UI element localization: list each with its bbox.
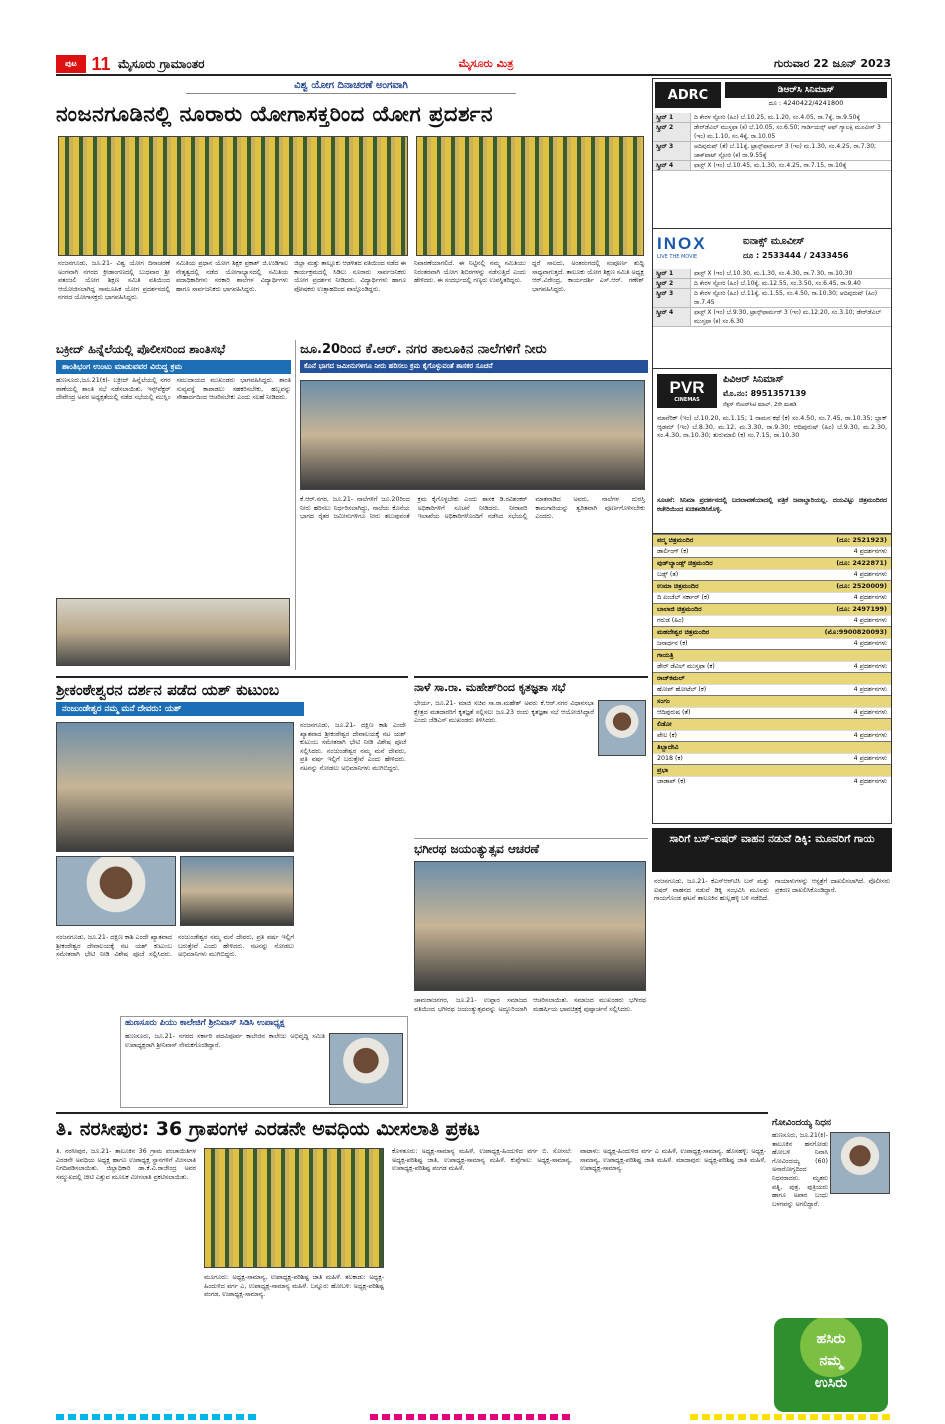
lead-kicker: ವಿಶ್ವ ಯೋಗ ದಿನಾಚರಣೆ ಅಂಗವಾಗಿ: [186, 78, 516, 94]
pvr-title: ಪಿವಿಆರ್ ಸಿನಿಮಾಸ್: [723, 374, 784, 385]
lead-col4: ನಿವಾರಣೆಯಾಗಲಿದೆ. ಈ ನಿಟ್ಟಿನಲ್ಲಿ ನಮ್ಮ ಸಮಿತಿಯು ನಿರಂತರವಾಗಿ ಯೋಗ ಶಿಬಿರಗಳನ್ನು ನಡೆಸುತ್ತಿದೆ ಎಂದು ಹೇಳಿದರು. ಈ ಸಂದರ್ಭದಲ್ಲಿ ಗಣ್ಯರು ಉಪಸ್ಥಿತರಿದ್ದರು.: [414, 260, 526, 285]
water-meeting-photo: [300, 380, 645, 490]
theater-movie-row: [653, 753, 891, 764]
theater-phone: (ದೂ: 2422871): [836, 559, 887, 567]
inox-screen-row: [653, 289, 891, 308]
inox-screen-number: ಸ್ಕ್ರೀನ್ 4: [653, 308, 691, 326]
obituary-photo: [830, 1132, 890, 1194]
yash-photo-main: [56, 722, 294, 852]
theater-name-row: [653, 603, 891, 615]
adrc-screen-row: [653, 161, 891, 171]
lead-col5: ದ್ದರೆ ಸಾಲದು, ಅಂತರಂಗದಲ್ಲಿ ಸಂಪೂರ್ಣ ಶುದ್ಧಿ ಸಾಧ್ಯವಾಗುತ್ತದೆ. ತಾಲೂಕು ಯೋಗ ಶಿಕ್ಷಣ ಸಮಿತಿ ಅಧ್ಯಕ್ಷ ಆರ್.ವಿರೇಂದ್ರ, ಕಾರ್ಯದರ್ಶಿ ಎಸ್.ಆರ್. ಗಣೇಶ್ ಭಾಗವಹಿಸಿದ್ದರು.: [532, 260, 644, 293]
bhagiratha-body: ಚಾಮರಾಜನಗರ, ಜೂ.21- ಉಪ್ಪಾರ ಸಮಾಜದ ವತಿಯಿಂದ ಭಗೀರಥ ಜಯಂತ್ಯುತ್ಸವವನ್ನು ಅದ್ದೂರಿಯಾಗಿ ಆಚರಿಸಲಾಯಿತು. ಸಮಾಜದ ಮುಖಂಡರು ಭಗೀರಥ ಮಹರ್ಷಿಯ ಭಾವಚಿತ್ರಕ್ಕೆ ಪುಷ್ಪಾರ್ಚನೆ ಸಲ್ಲಿಸಿದರು.: [414, 997, 646, 1013]
theater-name-row: [653, 649, 891, 661]
theater-movie-row: [653, 661, 891, 672]
inox-logo-text: INOX: [657, 234, 707, 253]
theater-show-count: 4 ಪ್ರದರ್ಶನಗಳು: [853, 617, 887, 624]
theater-movie-title: 2018 (ಕ): [657, 755, 683, 762]
adrc-screen-showtimes: ಡೇರ್‌ಡೆವಿಲ್ ಮುಸ್ತಫಾ (ಕ) ಬೆ.10.05, ಸಂ.6.50; ಗಾರ್ಡಿಯನ್ಸ್ ಆಫ್ ಗ್ಯಾಲಕ್ಸಿ ಮೂವೀಸ್ 3 (ಇಂ) ಮ.1.10, ಸಂ.4ಕ್ಕೆ, ರಾ.10.05: [694, 124, 881, 140]
felicitation-headline: ನಾಳೆ ಸಾ.ರಾ. ಮಹೇಶ್‌ರಿಂದ ಕೃತಜ್ಞತಾ ಸಭೆ: [414, 681, 566, 694]
felicitation-photo: [598, 700, 646, 756]
theater-show-count: 4 ಪ್ರದರ್ಶನಗಳು: [853, 594, 887, 601]
pvr-tagline: CINEMAS: [674, 397, 700, 403]
theater-show-count: 4 ಪ್ರದರ್ಶನಗಳು: [853, 548, 887, 555]
pvr-listing: ಮಾವೆರಿಕ್ (ಇಂ) ಬೆ.10.20, ಮ.1.15; 1 ರಾಮನ ಕಥೆ (ಕ) ಸಂ.4.50, ಸಂ.7.45, ರಾ.10.35; ಬ್ಲಾಕ್ ಆ್ಯಡಮ್ (ಇಂ) ಬೆ.8.30, ಮ.12, ಮ.3.30, ರಾ.9.30; ಆದಿಪುರುಷ್ (ಹಿಂ) ಬೆ.9.30, ಮ.2.30, ಸಂ.4.30, ರಾ.10.30; ತುರುಮಾಲಿ (ಕ) ಸಂ.7.15, ರಾ.10.30: [657, 415, 887, 440]
adrc-block: [653, 79, 891, 229]
theater-show-count: 4 ಪ್ರದರ್ಶನಗಳು: [853, 709, 887, 716]
theater-movie-title: ಡಾರ್ಲಿಂಗ್ (ಕ): [657, 548, 689, 555]
college-body: ಹುಣಸೂರು, ಜೂ.21- ನಗರದ ಸರ್ಕಾರಿ ಪದವಿಪೂರ್ವ ಕಾಲೇಜಿನ ಕಾಲೇಜು ಅಭಿವೃದ್ಧಿ ಸಮಿತಿ ಉಪಾಧ್ಯಕ್ಷರಾಗಿ ಶ್ರೀನಿವಾಸ್ ನೇಮಕಗೊಂಡಿದ್ದಾರೆ.: [125, 1033, 325, 1049]
felicitation-body: ಭೇರ್ಯ, ಜೂ.21- ಮಾಜಿ ಸಚಿವ ಸಾ.ರಾ.ಮಹೇಶ್ ಅವರು ಕೆ.ಆರ್.ನಗರ ವಿಧಾನಸಭಾ ಕ್ಷೇತ್ರದ ಮತದಾರರಿಗೆ ಕೃತಜ್ಞತೆ ಸಲ್ಲಿಸಲು ಜೂ.23 ರಂದು ಕೃತಜ್ಞತಾ ಸಭೆ ಆಯೋಜಿಸಿದ್ದಾರೆ ಎಂದು ಜೆಡಿಎಸ್ ಮುಖಂಡರು ತಿಳಿಸಿದರು.: [414, 700, 594, 725]
theater-show-count: 4 ಪ್ರದರ್ಶನಗಳು: [853, 755, 887, 762]
theater-name: ಗಾಯತ್ರಿ: [657, 651, 674, 659]
inox-logo: [657, 234, 737, 264]
water-subhead: ಕೊನೆ ಭಾಗದ ಜಮೀನುಗಳಿಗೂ ನೀರು ಹರಿಸಲು ಕ್ರಮ ಕೈಗೊಳ್ಳುವಂತೆ ಶಾಸಕರ ಸೂಚನೆ: [300, 360, 648, 373]
theater-list: [653, 534, 891, 787]
theater-phone: (ಮೊ:9900820093): [824, 628, 887, 636]
felicitation-story: [414, 676, 648, 834]
theater-name-row: [653, 626, 891, 638]
inox-screen-showtimes: ದಿ ಕೇರಳ ಸ್ಟೋರಿ (ಹಿಂ) ಬೆ.10ಕ್ಕೆ, ಮ.12.55, ಸಂ.3.50, ಸಂ.6.45, ರಾ.9.40: [694, 280, 861, 287]
theater-name: ಸಂಗಂ: [657, 697, 670, 705]
theater-movie-title: ಪೇಲ (ಕ): [657, 732, 677, 739]
theater-name: ಮಹದೇಶ್ವರ ಚಿತ್ರಮಂದಿರ: [657, 628, 710, 636]
green-badge-line1: ಹಸಿರು: [816, 1331, 846, 1347]
bhagiratha-photo: [414, 861, 646, 991]
pvr-logo-text: PVR: [669, 378, 705, 397]
pvr-phone: ಮೊ.ನಂ: 8951357139: [723, 389, 807, 398]
pvr-address: ನೆಕ್ಸಸ್ ಸೆಂಟರ್‌ಸಿಟಿ ಮಾಲ್, 2ನೇ ಮಹಡಿ: [723, 402, 797, 408]
page-number: 11: [91, 54, 111, 74]
reservation-col2: ಮೂಗೂರು: ಅಧ್ಯಕ್ಷ-ಸಾಮಾನ್ಯ, ಉಪಾಧ್ಯಕ್ಷ-ಪರಿಶಿಷ್ಟ ಜಾತಿ ಮಹಿಳೆ. ತಲಕಾಡು: ಅಧ್ಯಕ್ಷ-ಹಿಂದುಳಿದ ವರ್ಗ ಎ, ಉಪಾಧ್ಯಕ್ಷ-ಸಾಮಾನ್ಯ ಮಹಿಳೆ. ಬನ್ನೂರು ಹೋಬಳಿ: ಅಧ್ಯಕ್ಷ-ಪರಿಶಿಷ್ಟ ಪಂಗಡ, ಉಪಾಧ್ಯಕ್ಷ-ಸಾಮಾನ್ಯ.: [204, 1274, 384, 1299]
theater-name: ಉಮಾ ಚಿತ್ರಮಂದಿರ: [657, 582, 699, 590]
theater-phone: (ದೂ: 2520009): [836, 582, 887, 590]
theater-name: ವುಡ್‌ಲ್ಯಾಂಡ್ಸ್ ಚಿತ್ರಮಂದಿರ: [657, 559, 713, 567]
reservation-col4: ವಾಟಾಳು: ಅಧ್ಯಕ್ಷ-ಹಿಂದುಳಿದ ವರ್ಗ ಎ ಮಹಿಳೆ, ಉಪಾಧ್ಯಕ್ಷ-ಸಾಮಾನ್ಯ. ಹೊಸಹಳ್ಳಿ: ಅಧ್ಯಕ್ಷ-ಸಾಮಾನ್ಯ, ಉಪಾಧ್ಯಕ್ಷ-ಪರಿಶಿಷ್ಟ ಜಾತಿ ಮಹಿಳೆ. ಮಾದಾಪುರ: ಅಧ್ಯಕ್ಷ-ಪರಿಶಿಷ್ಟ ಜಾತಿ ಮಹಿಳೆ, ಉಪಾಧ್ಯಕ್ಷ-ಸಾಮಾನ್ಯ.: [580, 1148, 766, 1173]
accident-headline: ಸಾರಿಗೆ ಬಸ್-ಐಷರ್ ವಾಹನ ನಡುವೆ ಡಿಕ್ಕಿ: ಮೂವರಿಗೆ ಗಾಯ: [652, 828, 892, 872]
inox-screen-showtimes: ಫಾಸ್ಟ್ X (ಇಂ) ಬೆ.10.30, ಮ.1.30, ಸಂ.4.30, ರಾ.7.30, ರಾ.10.30: [694, 270, 853, 277]
reservation-col1: ತಿ. ನರಸೀಪುರ, ಜೂ.21- ತಾಲೂಕಿನ 36 ಗ್ರಾಮ ಪಂಚಾಯಿತಿಗಳ ಎರಡನೇ ಅವಧಿಯ ಅಧ್ಯಕ್ಷ ಹಾಗೂ ಉಪಾಧ್ಯಕ್ಷ ಸ್ಥಾನಗಳಿಗೆ ಮೀಸಲಾತಿ ನಿಗದಿಪಡಿಸಲಾಯಿತು. ಜಿಲ್ಲಾಧಿಕಾರಿ ಡಾ.ಕೆ.ವಿ.ರಾಜೇಂದ್ರ ಅವರ ಸಮ್ಮುಖದಲ್ಲಿ ಚೀಟಿ ಎತ್ತುವ ಮೂಲಕ ಮೀಸಲಾತಿ ಪ್ರಕಟಿಸಲಾಯಿತು.: [56, 1148, 196, 1181]
theater-name: ಲಿಡೋ: [657, 720, 672, 728]
adrc-screen-row: [653, 113, 891, 123]
yash-photo-inset2: [180, 856, 294, 926]
adrc-screen-number: ಸ್ಕ್ರೀನ್ 2: [653, 123, 691, 141]
inox-screen-number: ಸ್ಕ್ರೀನ್ 2: [653, 279, 691, 288]
color-bar-yellow: [690, 1414, 890, 1420]
yash-photo-inset: [56, 856, 176, 926]
theater-name: ರಾಜ್‌ಕಮಲ್: [657, 674, 685, 682]
adrc-screen-row: [653, 142, 891, 161]
inox-screen-list: [653, 269, 891, 327]
lead-col1: ನಂಜನಗೂಡು, ಜೂ.21- ವಿಶ್ವ ಯೋಗ ದಿನಾಚರಣೆ ಅಂಗವಾಗಿ ನಗರದ ಕ್ರೀಡಾಂಗಣದಲ್ಲಿ ಬುಧವಾರ ಶ್ರೀ ಪತಂಜಲಿ ಯೋಗ ಶಿಕ್ಷಣ ಸಮಿತಿ ವತಿಯಿಂದ ಆಯೋಜಿಸಲಾಗಿದ್ದ ಸಾಮೂಹಿಕ ಯೋಗ ಪ್ರದರ್ಶನದಲ್ಲಿ ನಗರದ ಯೋಗಾಸಕ್ತರು ಭಾಗವಹಿಸಿದ್ದರು.: [58, 260, 170, 302]
bhagiratha-headline: ಭಗೀರಥ ಜಯಂತ್ಯುತ್ಸವ ಆಚರಣೆ: [414, 842, 540, 856]
theater-phone: (ದೂ: 2497199): [836, 605, 887, 613]
reservation-story: [56, 1112, 768, 1412]
adrc-phone: ದೂ : 4240422/4241800: [768, 99, 844, 107]
theater-movie-row: [653, 638, 891, 649]
inox-screen-row: [653, 308, 891, 327]
lead-col3: ಜಿಲ್ಲಾ ಮತ್ತು ತಾಲ್ಲೂಕು ಆಡಳಿತದ ವತಿಯಿಂದ ನಡೆದ ಈ ಕಾರ್ಯಕ್ರಮದಲ್ಲಿ ಸಿಡಿಲು ನೂರಾರು ಸಾರ್ವಜನಿಕರು ಯೋಗ ಪ್ರದರ್ಶನ ನೀಡಿದರು. ವಿದ್ಯಾರ್ಥಿಗಳು ಹಾಗೂ ಪೋಷಕರು ಉತ್ಸಾಹದಿಂದ ಪಾಲ್ಗೊಂಡಿದ್ದರು.: [294, 260, 406, 293]
inox-screen-number: ಸ್ಕ್ರೀನ್ 3: [653, 289, 691, 307]
adrc-screen-list: [653, 113, 891, 171]
obituary-body: ಹುಣಸೂರು, ಜೂ.21(ಕಿ)- ತಾಲೂಕಿನ ಹನಗೋಡು ಹೋಬಳಿ ನಿವಾಸಿ ಗೋವಿಂದಯ್ಯ (60) ಅನಾರೋಗ್ಯದಿಂದ ನಿಧನರಾದರು. ಮೃತರು ಪತ್ನಿ, ಪುತ್ರ, ಪುತ್ರಿಯರು ಹಾಗೂ ಅಪಾರ ಬಂಧು ಬಳಗವನ್ನು ಅಗಲಿದ್ದಾರೆ.: [772, 1132, 828, 1208]
reservation-photo: [204, 1148, 384, 1268]
theater-movie-row: [653, 546, 891, 557]
yoga-photo-students: [416, 136, 644, 256]
lead-headline: ನಂಜನಗೂಡಿನಲ್ಲಿ ನೂರಾರು ಯೋಗಾಸಕ್ತರಿಂದ ಯೋಗ ಪ್ರದರ್ಶನ: [56, 102, 494, 126]
section-title: ಮೈಸೂರು ಗ್ರಾಮಾಂತರ: [118, 57, 205, 71]
reservation-col3: ಕೊಳತೂರು: ಅಧ್ಯಕ್ಷ-ಸಾಮಾನ್ಯ ಮಹಿಳೆ, ಉಪಾಧ್ಯಕ್ಷ-ಹಿಂದುಳಿದ ವರ್ಗ ಬಿ. ಸೋಸಲೆ: ಅಧ್ಯಕ್ಷ-ಪರಿಶಿಷ್ಟ ಜಾತಿ, ಉಪಾಧ್ಯಕ್ಷ-ಸಾಮಾನ್ಯ ಮಹಿಳೆ. ಕುಪ್ಪೆಗಾಲ: ಅಧ್ಯಕ್ಷ-ಸಾಮಾನ್ಯ, ಉಪಾಧ್ಯಕ್ಷ-ಪರಿಶಿಷ್ಟ ಪಂಗಡ ಮಹಿಳೆ.: [392, 1148, 572, 1173]
cinema-column: [652, 78, 892, 824]
theater-name-row: [653, 741, 891, 753]
water-body: ಕೆ.ಆರ್.ನಗರ, ಜೂ.21- ನಾಲೆಗಳಿಗೆ ಜೂ.20ರಿಂದ ನೀರು ಹರಿಸಲು ನಿರ್ಧರಿಸಲಾಗಿದ್ದು, ನಾಲೆಯ ಕೊನೆಯ ಭಾಗದ ರೈತರ ಜಮೀನುಗಳಿಗೂ ನೀರು ತಲುಪುವಂತೆ ಕ್ರಮ ಕೈಗೊಳ್ಳಬೇಕು ಎಂದು ಶಾಸಕ ಡಿ.ರವಿಶಂಕರ್ ಅಧಿಕಾರಿಗಳಿಗೆ ಸೂಚನೆ ನೀಡಿದರು. ನೀರಾವರಿ ಇಲಾಖೆಯ ಅಧಿಕಾರಿಗಳೊಂದಿಗೆ ನಡೆಸಿದ ಸಭೆಯಲ್ಲಿ ಮಾತನಾಡಿದ ಅವರು, ನಾಲೆಗಳ ದುರಸ್ತಿ ಕಾಮಗಾರಿಯನ್ನು ತ್ವರಿತವಾಗಿ ಪೂರ್ಣಗೊಳಿಸಬೇಕು ಎಂದರು.: [300, 496, 645, 521]
inox-screen-row: [653, 279, 891, 289]
bakrid-story: [56, 340, 296, 670]
theater-movie-row: [653, 615, 891, 626]
obituary: [772, 1116, 892, 1316]
issue-date: ಗುರುವಾರ 22 ಜೂನ್ 2023: [773, 57, 891, 70]
green-badge-line3: ಉಸಿರು: [814, 1375, 848, 1391]
inox-tagline: LIVE THE MOVIE: [657, 254, 698, 260]
theater-name-row: [653, 718, 891, 730]
theater-movie-row: [653, 684, 891, 695]
color-bar-magenta: [370, 1414, 570, 1420]
theater-movie-title: ಗರುಡ (ಹಿಂ): [657, 617, 684, 624]
theater-name: ಪದ್ಮ ಚಿತ್ರಮಂದಿರ: [657, 536, 694, 544]
adrc-screen-number: ಸ್ಕ್ರೀನ್ 1: [653, 113, 691, 122]
inox-phone: ದೂ : 2533444 / 2433456: [743, 251, 849, 260]
adrc-screen-number: ಸ್ಕ್ರೀನ್ 3: [653, 142, 691, 160]
newspaper-logo: ಮೈಸೂರು ಮಿತ್ರ: [458, 57, 514, 70]
bhagiratha-story: [414, 838, 648, 1106]
yash-subhead: ನಂಜುಂಡೇಶ್ವರ ನಮ್ಮ ಮನೆ ದೇವರು: ಯಶ್: [56, 702, 304, 716]
theater-movie-row: [653, 776, 891, 787]
adrc-screen-row: [653, 123, 891, 142]
theater-show-count: 4 ಪ್ರದರ್ಶನಗಳು: [853, 686, 887, 693]
green-badge-line2: ನಮ್ಮ: [819, 1353, 843, 1369]
accident-body: ನಂಜನಗೂಡು, ಜೂ.21- ಕೆಎಸ್‌ಆರ್‌ಟಿಸಿ ಬಸ್ ಮತ್ತು ಐಷರ್ ವಾಹನದ ನಡುವೆ ಡಿಕ್ಕಿ ಸಂಭವಿಸಿ ಮೂವರು ಗಾಯಗೊಂಡ ಘಟನೆ ತಾಲೂಕಿನ ಹುಲ್ಲಹಳ್ಳಿ ಬಳಿ ನಡೆದಿದೆ. ಗಾಯಾಳುಗಳನ್ನು ಆಸ್ಪತ್ರೆಗೆ ದಾಖಲಿಸಲಾಗಿದೆ. ಪೊಲೀಸರು ಪ್ರಕರಣ ದಾಖಲಿಸಿಕೊಂಡಿದ್ದಾರೆ.: [654, 878, 890, 903]
color-bar-cyan: [56, 1414, 256, 1420]
theater-movie-row: [653, 707, 891, 718]
adrc-title: ಡಿಆರ್‌ಸಿ ಸಿನಿಮಾಸ್: [725, 82, 887, 98]
reservation-headline: ತಿ. ನರಸೀಪುರ: 36 ಗ್ರಾಪಂಗಳ ಎರಡನೇ ಅವಧಿಯ ಮೀಸಲಾತಿ ಪ್ರಕಟ: [56, 1118, 480, 1140]
theater-name-row: [653, 580, 891, 592]
yash-body-cont: ನಂಜನಗೂಡು, ಜೂ.21- ದಕ್ಷಿಣ ಕಾಶಿ ಎಂದೇ ಖ್ಯಾತವಾದ ಶ್ರೀಕಂಠೇಶ್ವರ ದೇವಾಲಯಕ್ಕೆ ನಟ ಯಶ್ ಕುಟುಂಬ ಸಮೇತರಾಗಿ ಭೇಟಿ ನೀಡಿ ವಿಶೇಷ ಪೂಜೆ ಸಲ್ಲಿಸಿದರು. ನಂಜುಂಡೇಶ್ವರ ನಮ್ಮ ಮನೆ ದೇವರು, ಪ್ರತಿ ವರ್ಷ ಇಲ್ಲಿಗೆ ಬರುತ್ತೇವೆ ಎಂದು ಹೇಳಿದರು. ನಟನನ್ನು ನೋಡಲು ಅಭಿಮಾನಿಗಳು ಮುಗಿಬಿದ್ದರು.: [56, 934, 294, 959]
inox-screen-showtimes: ದಿ ಕೇರಳ ಸ್ಟೋರಿ (ಹಿಂ) ಬೆ.11ಕ್ಕೆ, ಮ.1.55, ಸಂ.4.50, ರಾ.10.30; ಆದಿಪುರುಷ್ (ಹಿಂ) ರಾ.7.45: [694, 290, 878, 306]
page-label: ಪುಟ: [56, 55, 86, 73]
theater-name: ಪ್ರಭಾ: [657, 766, 669, 774]
theater-movie-row: [653, 730, 891, 741]
yoga-photo-ground: [58, 136, 408, 256]
water-story: [300, 340, 648, 670]
masthead: [56, 52, 891, 76]
college-headline: ಹುಣಸೂರು ಪಿಯು ಕಾಲೇಜಿಗೆ ಶ್ರೀನಿವಾಸ್ ಸಿಡಿಸಿ ಉಪಾಧ್ಯಕ್ಷ: [125, 1018, 285, 1028]
theater-show-count: 4 ಪ್ರದರ್ಶನಗಳು: [853, 571, 887, 578]
theater-name-row: [653, 557, 891, 569]
bakrid-headline: ಬಕ್ರೀದ್ ಹಿನ್ನೆಲೆಯಲ್ಲಿ ಪೊಲೀಸರಿಂದ ಶಾಂತಿಸಭೆ: [56, 342, 226, 356]
theater-show-count: 4 ಪ್ರದರ್ಶನಗಳು: [853, 778, 887, 785]
theater-movie-title: ಡೇರ್ ಡೆವಿಲ್ ಮುಸ್ತಫಾ (ಕ): [657, 663, 715, 670]
theater-name: ಬಾಲಾಜಿ ಚಿತ್ರಮಂದಿರ: [657, 605, 702, 613]
college-story: [120, 1016, 408, 1108]
pvr-notice: ಸೂಚನೆ: ಸಿನಿಮಾ ಪ್ರದರ್ಶನದಲ್ಲಿ ಬದಲಾವಣೆಯಾದಲ್ಲಿ ಪತ್ರಿಕೆ ಜವಾಬ್ದಾರಿಯಲ್ಲ. ದಯವಿಟ್ಟು ಚಿತ್ರಮಂದಿರದ ಕಚೇರಿಯಿಂದ ಖಚಿತಪಡಿಸಿಕೊಳ್ಳಿ.: [657, 497, 887, 513]
theater-movie-title: ಬಡ್ಸ್ (ತ): [657, 571, 679, 578]
theater-movie-row: [653, 569, 891, 580]
yash-body: ನಂಜನಗೂಡು, ಜೂ.21- ದಕ್ಷಿಣ ಕಾಶಿ ಎಂದೇ ಖ್ಯಾತವಾದ ಶ್ರೀಕಂಠೇಶ್ವರ ದೇವಾಲಯಕ್ಕೆ ನಟ ಯಶ್ ಕುಟುಂಬ ಸಮೇತರಾಗಿ ಭೇಟಿ ನೀಡಿ ವಿಶೇಷ ಪೂಜೆ ಸಲ್ಲಿಸಿದರು. ನಂಜುಂಡೇಶ್ವರ ನಮ್ಮ ಮನೆ ದೇವರು, ಪ್ರತಿ ವರ್ಷ ಇಲ್ಲಿಗೆ ಬರುತ್ತೇವೆ ಎಂದು ಹೇಳಿದರು. ನಟನನ್ನು ನೋಡಲು ಅಭಿಮಾನಿಗಳು ಮುಗಿಬಿದ್ದರು.: [300, 722, 406, 772]
bakrid-photo: [56, 598, 290, 666]
theater-movie-title: ಹೋಪ್ ಹೋಟೆಲ್ (ಕ): [657, 686, 707, 693]
theater-phone: (ದೂ: 2521923): [836, 536, 887, 544]
lead-story: [56, 78, 646, 336]
theater-name-row: [653, 695, 891, 707]
theater-show-count: 4 ಪ್ರದರ್ಶನಗಳು: [853, 640, 887, 647]
bakrid-subhead: ಶಾಂತಿಭಂಗ ಉಂಟು ಮಾಡುವವರ ವಿರುದ್ಧ ಕ್ರಮ: [56, 360, 291, 374]
adrc-logo: ADRC: [655, 82, 721, 108]
theater-name-row: [653, 534, 891, 546]
theater-name: ತಿಬ್ಬಾದೇವಿ: [657, 743, 679, 751]
obituary-headline: ಗೋವಿಂದಯ್ಯ ನಿಧನ: [772, 1118, 832, 1128]
inox-title: ಐನಾಕ್ಸ್ ಮೂವೀಸ್: [743, 236, 805, 247]
inox-screen-number: ಸ್ಕ್ರೀನ್ 1: [653, 269, 691, 278]
water-headline: ಜೂ.20ರಿಂದ ಕೆ.ಆರ್. ನಗರ ತಾಲೂಕಿನ ನಾಲೆಗಳಿಗೆ ನೀರು: [300, 342, 547, 357]
theater-movie-title: ಜಾಡಾಪ್ (ಕ): [657, 778, 686, 785]
adrc-screen-number: ಸ್ಕ್ರೀನ್ 4: [653, 161, 691, 170]
theater-show-count: 4 ಪ್ರದರ್ಶನಗಳು: [853, 663, 887, 670]
theater-movie-title: ಆದಿಪುರುಷ (ತೆ): [657, 709, 691, 716]
college-photo: [329, 1033, 403, 1105]
adrc-screen-showtimes: ದಿ ಕೇರಳ ಸ್ಟೋರಿ (ಹಿಂ) ಬೆ.10.25, ಮ.1.20, ಸಂ.4.05, ರಾ.7ಕ್ಕೆ, ರಾ.9.50ಕ್ಕೆ: [694, 114, 861, 121]
bakrid-body: ಹುಣಸೂರು,ಜೂ.21(ಕಿ)- ಬಕ್ರೀದ್ ಹಿನ್ನೆಲೆಯಲ್ಲಿ ನಗರ ಠಾಣೆಯಲ್ಲಿ ಶಾಂತಿ ಸಭೆ ನಡೆಸಲಾಯಿತು. ಇನ್ಸ್‌ಪೆಕ್ಟರ್ ದೇವೇಂದ್ರ ಅವರ ಅಧ್ಯಕ್ಷತೆಯಲ್ಲಿ ನಡೆದ ಸಭೆಯಲ್ಲಿ ಮುಸ್ಲಿಂ ಸಮುದಾಯದ ಮುಖಂಡರು ಭಾಗವಹಿಸಿದ್ದರು. ಶಾಂತಿ ಸುವ್ಯವಸ್ಥೆ ಕಾಪಾಡಲು ಸಹಕರಿಸಬೇಕು, ಹಬ್ಬವನ್ನು ಸೌಹಾರ್ದದಿಂದ ಆಚರಿಸಬೇಕು ಎಂದು ಸಲಹೆ ನೀಡಿದರು.: [56, 377, 291, 402]
accident-story: [652, 828, 892, 1106]
yash-headline: ಶ್ರೀಕಂಠೇಶ್ವರನ ದರ್ಶನ ಪಡೆದ ಯಶ್ ಕುಟುಂಬ: [56, 681, 280, 699]
theater-name-row: [653, 764, 891, 776]
inox-screen-row: [653, 269, 891, 279]
adrc-screen-showtimes: ಆದಿಪುರುಷ್ (ತೆ) ಬೆ.11ಕ್ಕೆ, ಟ್ರಾನ್ಸ್‌ಫಾರ್ಮರ್ 3 (ಇಂ) ಮ.1.30, ಸಂ.4.25, ರಾ.7.30; ಜಾಕ್‌ಪಾಟ್ ಸ್ಟೋರಿ (ಕ) ರಾ.9.55ಕ್ಕೆ: [694, 143, 877, 159]
green-badge: [774, 1318, 888, 1412]
lead-col2: ಸಮಿತಿಯ ಪ್ರಧಾನ ಯೋಗ ಶಿಕ್ಷಕ ಪ್ರಕಾಶ್ ಜಿ.ಉಡಿಗಾಲ ನೇತೃತ್ವದಲ್ಲಿ ನಡೆದ ಯೋಗಾಭ್ಯಾಸದಲ್ಲಿ ಸಮಿತಿಯ ಪದಾಧಿಕಾರಿಗಳು ಸರಕಾರಿ ಶಾಲೆಗಳ ವಿದ್ಯಾರ್ಥಿಗಳು ಹಾಗೂ ಸಾರ್ವಜನಿಕರು ಭಾಗವಹಿಸಿದ್ದರು.: [176, 260, 288, 293]
theater-movie-row: [653, 592, 891, 603]
theater-show-count: 4 ಪ್ರದರ್ಶನಗಳು: [853, 732, 887, 739]
inox-block: [653, 229, 891, 369]
adrc-screen-showtimes: ಫಾಸ್ಟ್ X (ಇಂ) ಬೆ.10.45, ಮ.1.30, ಸಂ.4.25, ರಾ.7.15, ರಾ.10ಕ್ಕೆ: [694, 162, 847, 169]
theater-movie-title: ದಿ ಏಂಜೆಲ್ ಸರ್ಕಾರ್ (ಕ): [657, 594, 710, 601]
inox-screen-showtimes: ಫಾಸ್ಟ್ X (ಇಂ) ಬೆ.9.30, ಟ್ರಾನ್ಸ್‌ಫಾರ್ಮರ್ 3 (ಇಂ) ಮ.12.20, ಸಂ.3.10; ಡೇರ್‌ಡೆವಿಲ್ ಮುಸ್ತಫಾ (ಕ) ಸಂ.6.30: [694, 309, 882, 325]
theater-movie-title: ಜನಾರ್ಧನ (ಕ): [657, 640, 688, 647]
pvr-logo: [657, 374, 717, 408]
theater-name-row: [653, 672, 891, 684]
pvr-block: [653, 369, 891, 534]
